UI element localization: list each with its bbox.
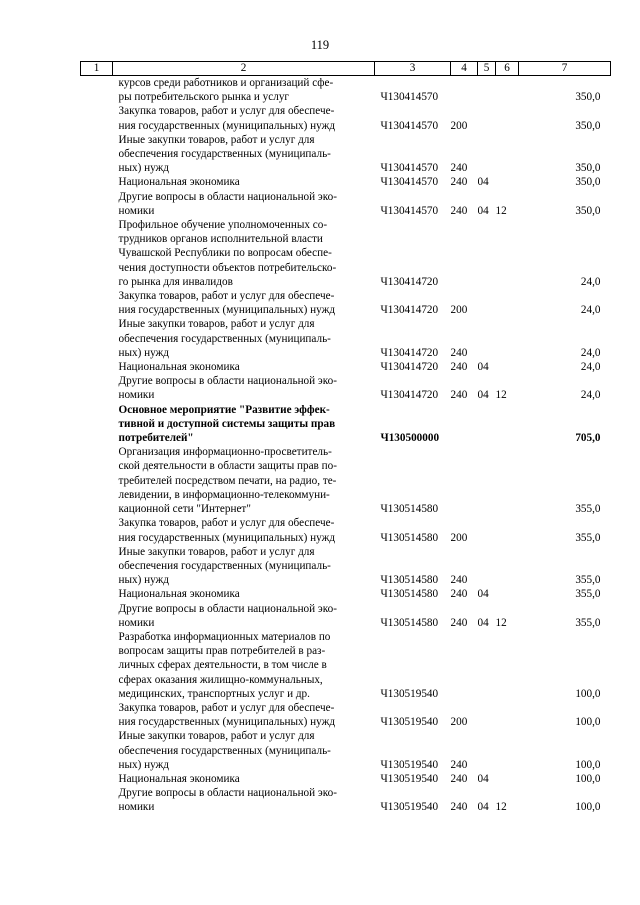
description-line: Другие вопросы в области национальной эко- [118,602,337,615]
row-description [113,729,375,772]
row-section [478,133,496,176]
description-line: Закупка товаров, работ и услуг для обеспече- [118,701,335,714]
row-expense-type [451,630,478,701]
description-line: личных сферах деятельности, в том числе в [118,659,327,672]
row-target-code: Ч130414720 [380,389,439,402]
row-description [113,630,375,701]
description-line: Другие вопросы в области национальной эко- [118,190,337,203]
row-target-code: Ч130519540 [380,758,439,771]
column-header-4: 4 [451,62,478,76]
row-amount: 100,0 [575,758,601,771]
row-section [478,76,496,105]
table-row [81,133,611,176]
row-target-code: Ч130414570 [380,204,439,217]
row-section: 04 [477,616,489,629]
description-line: трудников органов исполнительной власти [118,233,323,246]
description-line: Закупка товаров, работ и услуг для обеспече- [118,105,335,118]
table-row [81,602,611,630]
table-row [81,374,611,402]
row-amount: 355,0 [575,531,601,544]
table-row [81,701,611,729]
row-target-code: Ч130514580 [380,531,439,544]
row-target-code: Ч130414570 [380,91,439,104]
row-section [478,545,496,588]
row-description [113,218,375,289]
description-line: Национальная экономика [118,361,240,374]
description-line: чения доступности объектов потребительско- [118,261,337,274]
row-expense-type: 240 [450,616,468,629]
description-line: номики [118,801,155,814]
table-row [81,190,611,218]
row-target-code: Ч130414720 [380,361,439,374]
row-amount: 355,0 [575,616,601,629]
row-number-cell [81,587,113,601]
description-line: Иные закупки товаров, работ и услуг для [118,545,315,558]
row-subsection: 12 [495,204,507,217]
row-amount: 355,0 [575,588,601,601]
row-number-cell [81,289,113,317]
row-expense-type: 240 [450,176,468,189]
row-expense-type [451,403,478,446]
row-description [113,175,375,189]
table-body [81,76,611,815]
row-description [113,701,375,729]
row-description [113,190,375,218]
row-target-code: Ч130414570 [380,119,439,132]
description-line: ния государственных (муниципальных) нужд [118,119,336,132]
row-section [478,445,496,516]
row-subsection: 12 [495,801,507,814]
row-amount: 705,0 [575,432,601,445]
table-row [81,445,611,516]
row-description [113,545,375,588]
table-row [81,175,611,189]
table-row [81,587,611,601]
row-amount: 355,0 [575,503,601,516]
row-subsection [496,403,519,446]
row-subsection [496,133,519,176]
description-line: номики [118,204,155,217]
description-line: Основное мероприятие "Развитие эффек- [118,403,330,416]
column-header-5: 5 [478,62,496,76]
row-target-code: Ч130519540 [380,716,439,729]
description-line: обеспечения государственных (муниципаль- [118,148,331,161]
description-line: обеспечения государственных (муниципаль- [118,332,331,345]
row-number-cell [81,133,113,176]
description-line: го рынка для инвалидов [118,275,233,288]
description-line: курсов среди работников и организаций сфе- [118,77,334,89]
row-amount: 24,0 [580,346,601,359]
row-description [113,289,375,317]
description-line: Национальная экономика [118,176,240,189]
row-expense-type [451,76,478,105]
row-subsection [496,516,519,544]
row-target-code: Ч130500000 [380,432,440,445]
table-row [81,630,611,701]
description-line: Профильное обучение уполномоченных со- [118,219,328,232]
row-description [113,786,375,814]
row-number-cell [81,360,113,374]
row-section [478,729,496,772]
row-amount: 350,0 [575,162,601,175]
row-expense-type: 240 [450,772,468,785]
row-description [113,317,375,360]
row-section: 04 [477,389,489,402]
row-expense-type: 240 [450,361,468,374]
row-amount: 355,0 [575,574,601,587]
description-line: ния государственных (муниципальных) нужд [118,531,336,544]
row-section [478,403,496,446]
row-expense-type [451,218,478,289]
row-number-cell [81,602,113,630]
row-number-cell [81,772,113,786]
description-line: сферах оказания жилищно-коммунальных, [118,673,323,686]
row-number-cell [81,516,113,544]
row-target-code: Ч130414720 [380,304,439,317]
row-expense-type: 200 [450,304,468,317]
description-line: требителей посредством печати, на радио, те- [118,474,337,487]
table-row [81,104,611,132]
row-number-cell [81,729,113,772]
row-subsection [496,218,519,289]
row-subsection [496,587,519,601]
description-line: Организация информационно-просветитель- [118,446,332,459]
row-amount: 100,0 [575,716,601,729]
description-line: ных) нужд [118,346,169,359]
row-target-code: Ч130414570 [380,162,439,175]
row-section [478,218,496,289]
table-row [81,317,611,360]
row-section [478,317,496,360]
row-description [113,133,375,176]
row-target-code: Ч130519540 [380,772,439,785]
row-number-cell [81,786,113,814]
row-section [478,289,496,317]
description-line: медицинских, транспортных услуг и др. [118,687,310,700]
row-target-code: Ч130514580 [380,574,439,587]
row-target-code: Ч130414720 [380,346,439,359]
row-number-cell [81,374,113,402]
row-section: 04 [477,204,489,217]
row-expense-type: 240 [450,758,468,771]
row-subsection: 12 [495,616,507,629]
row-amount: 24,0 [580,389,601,402]
row-number-cell [81,317,113,360]
row-target-code: Ч130514580 [380,588,439,601]
table-row [81,545,611,588]
row-number-cell [81,104,113,132]
header-row [81,62,611,76]
column-header-3: 3 [375,62,451,76]
description-line: Национальная экономика [118,588,240,601]
row-subsection [496,360,519,374]
description-line: вопросам защиты прав потребителей в раз- [118,645,326,658]
row-number-cell [81,445,113,516]
row-section: 04 [477,588,489,601]
table-row [81,218,611,289]
row-target-code: Ч130519540 [380,687,439,700]
description-line: кационной сети "Интернет" [118,503,251,516]
row-subsection [496,545,519,588]
row-section [478,104,496,132]
row-amount: 24,0 [580,275,601,288]
row-subsection [496,701,519,729]
row-amount: 350,0 [575,119,601,132]
row-number-cell [81,190,113,218]
description-line: Закупка товаров, работ и услуг для обеспече- [118,517,335,530]
description-line: Национальная экономика [118,772,240,785]
row-section [478,701,496,729]
row-expense-type: 200 [450,531,468,544]
row-description [113,602,375,630]
row-description [113,772,375,786]
table-row [81,729,611,772]
row-number-cell [81,403,113,446]
description-line: обеспечения государственных (муниципаль- [118,744,331,757]
budget-table [80,61,611,815]
column-header-6: 6 [496,62,519,76]
row-number-cell [81,545,113,588]
row-expense-type: 240 [450,346,468,359]
row-description [113,374,375,402]
description-line: ния государственных (муниципальных) нужд [118,304,336,317]
row-section: 04 [477,361,489,374]
description-line: ных) нужд [118,574,169,587]
row-subsection [496,772,519,786]
row-amount: 350,0 [575,176,601,189]
row-expense-type: 200 [450,119,468,132]
row-subsection [496,445,519,516]
row-number-cell [81,701,113,729]
description-line: ных) нужд [118,162,169,175]
row-number-cell [81,630,113,701]
row-subsection [496,104,519,132]
table-row [81,76,611,105]
row-subsection [496,289,519,317]
row-subsection [496,175,519,189]
description-line: обеспечения государственных (муниципаль- [118,559,331,572]
description-line: ния государственных (муниципальных) нужд [118,716,336,729]
description-line: Иные закупки товаров, работ и услуг для [118,318,315,331]
row-subsection: 12 [495,389,507,402]
row-target-code: Ч130519540 [380,801,439,814]
page-number: 119 [310,38,330,52]
row-target-code: Ч130514580 [380,616,439,629]
row-description [113,360,375,374]
description-line: Иные закупки товаров, работ и услуг для [118,133,315,146]
row-expense-type: 200 [450,716,468,729]
row-expense-type: 240 [450,574,468,587]
row-section: 04 [477,801,489,814]
column-header-2: 2 [113,62,375,76]
row-section [478,630,496,701]
row-description [113,445,375,516]
description-line: Другие вопросы в области национальной эко- [118,375,337,388]
row-description [113,587,375,601]
description-line: номики [118,389,155,402]
row-subsection [496,317,519,360]
row-description [113,403,375,446]
description-line: Разработка информационных материалов по [118,630,331,643]
row-amount: 350,0 [575,91,601,104]
row-expense-type: 240 [450,162,468,175]
column-header-7: 7 [519,62,611,76]
row-description [113,516,375,544]
table-row [81,516,611,544]
description-line: ных) нужд [118,758,169,771]
row-description [113,76,375,105]
row-expense-type: 240 [450,389,468,402]
row-target-code: Ч130414570 [380,176,439,189]
row-expense-type: 240 [450,801,468,814]
table-header [81,62,611,76]
row-number-cell [81,175,113,189]
description-line: ры потребительского рынка и услуг [118,91,290,104]
table-row [81,360,611,374]
row-number-cell [81,76,113,105]
row-subsection [496,76,519,105]
description-line: номики [118,616,155,629]
description-line: Другие вопросы в области национальной эко- [118,787,337,800]
table-row [81,403,611,446]
description-line: Иные закупки товаров, работ и услуг для [118,730,315,743]
row-section [478,516,496,544]
column-header-1: 1 [81,62,113,76]
row-amount: 24,0 [580,361,601,374]
row-expense-type [451,445,478,516]
row-number-cell [81,218,113,289]
row-section: 04 [477,176,489,189]
description-line: левидении, в информационно-телекоммуни- [118,488,330,501]
row-section: 04 [477,772,489,785]
row-amount: 100,0 [575,801,601,814]
row-expense-type: 240 [450,204,468,217]
table-row [81,786,611,814]
description-line: потребителей" [118,432,194,445]
row-description [113,104,375,132]
row-target-code: Ч130414720 [380,275,439,288]
row-amount: 100,0 [575,772,601,785]
table-row [81,289,611,317]
row-subsection [496,630,519,701]
row-amount: 24,0 [580,304,601,317]
table-row [81,772,611,786]
row-subsection [496,729,519,772]
description-line: Чувашской Республики по вопросам обеспе- [118,247,332,260]
row-expense-type: 240 [450,588,468,601]
row-amount: 100,0 [575,687,601,700]
description-line: тивной и доступной системы защиты прав [118,417,336,430]
description-line: Закупка товаров, работ и услуг для обеспече- [118,290,335,303]
row-target-code: Ч130514580 [380,503,439,516]
description-line: ской деятельности в области защиты прав по- [118,460,337,473]
row-amount: 350,0 [575,204,601,217]
